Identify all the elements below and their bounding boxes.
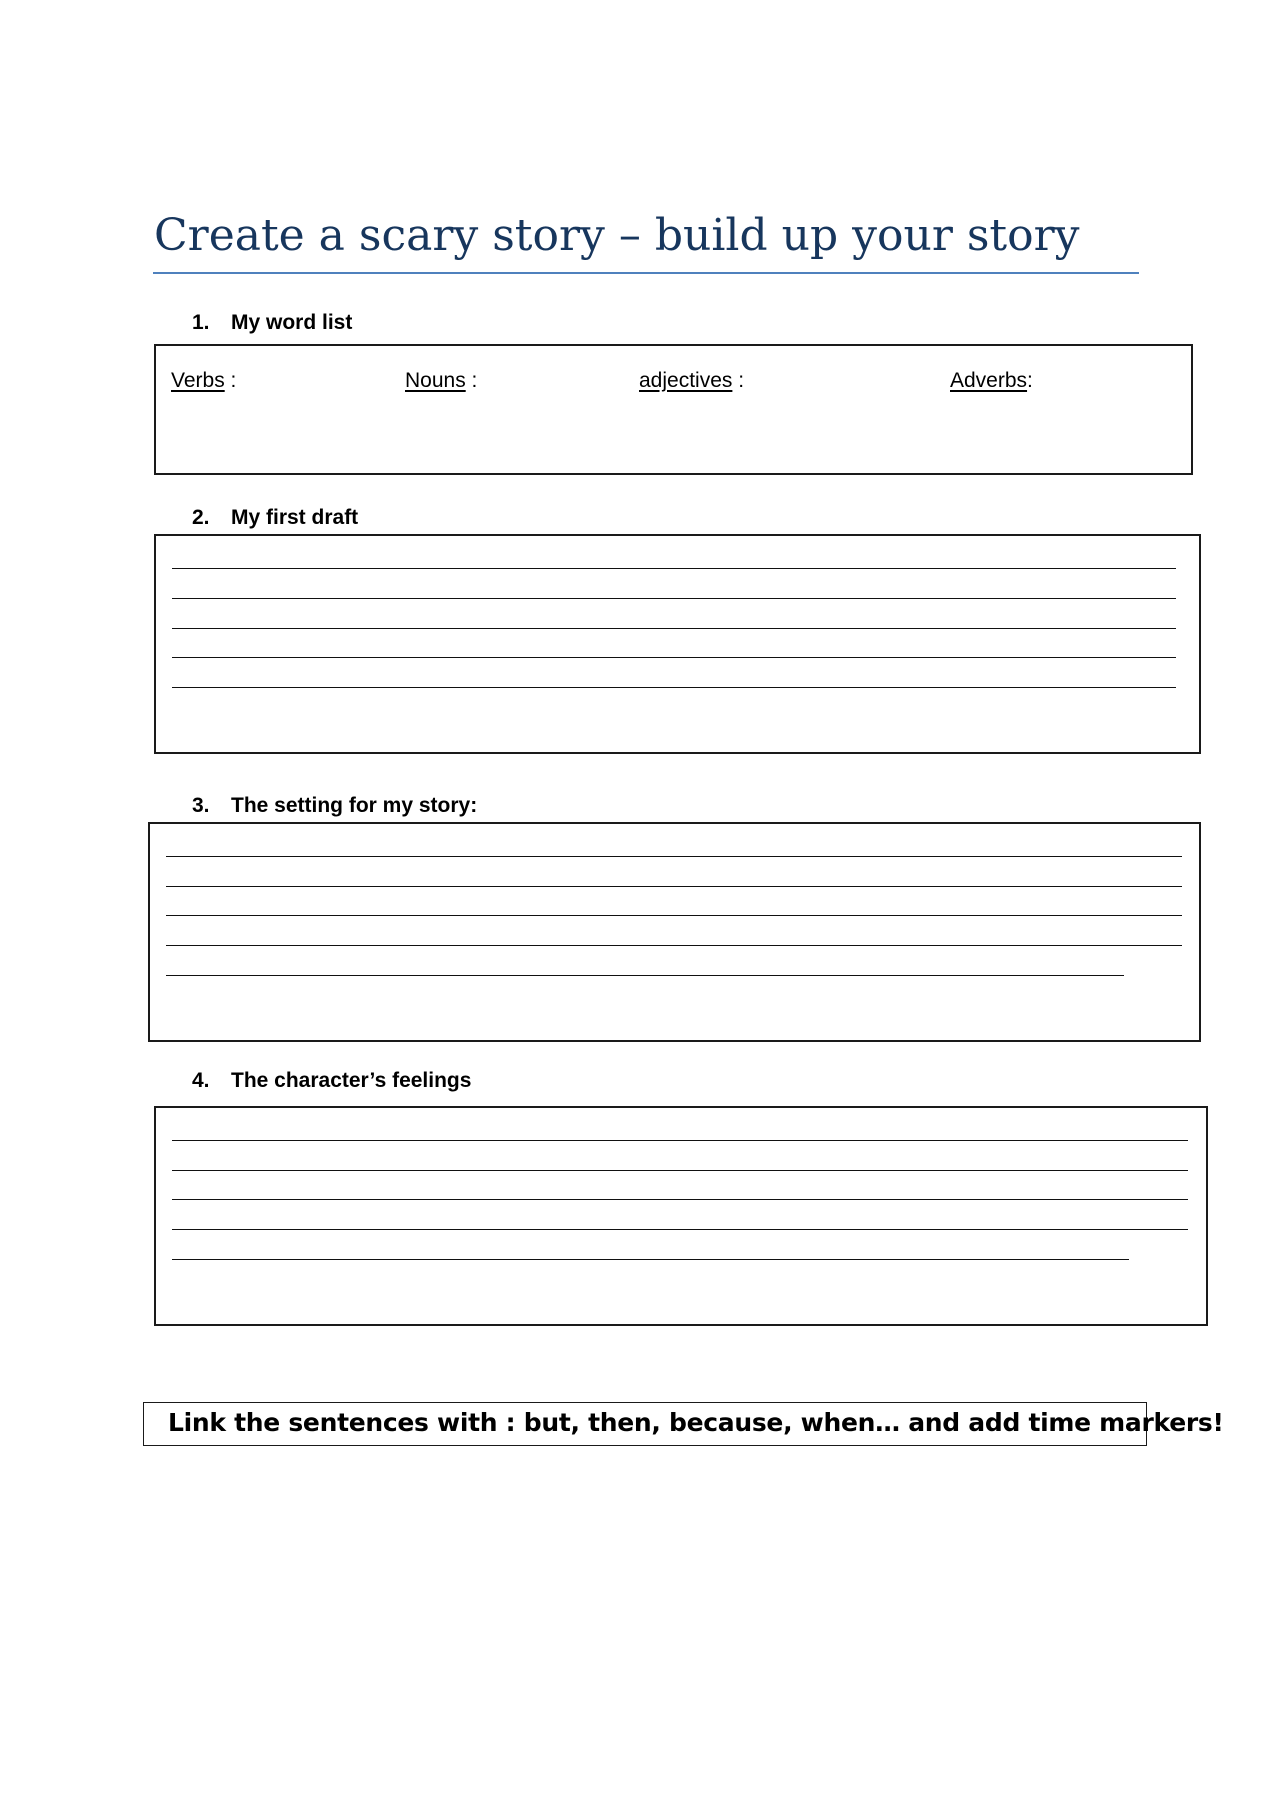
writing-line — [172, 1229, 1188, 1230]
verbs-label: Verbs — [171, 369, 225, 392]
adverbs-column — [950, 368, 1033, 394]
nouns-label: Nouns — [405, 369, 466, 392]
adjectives-separator: : — [732, 369, 745, 392]
verbs-column — [171, 368, 236, 394]
writing-line — [166, 886, 1182, 887]
writing-line — [172, 1170, 1188, 1171]
nouns-separator: : — [465, 369, 478, 392]
section-heading-feelings — [192, 1068, 471, 1094]
writing-line — [172, 568, 1176, 569]
section-heading-first-draft — [192, 505, 358, 531]
section-number: 2. — [192, 506, 210, 529]
writing-line — [172, 687, 1176, 688]
section-title: My word list — [231, 311, 353, 334]
section-heading-setting — [192, 793, 477, 819]
adverbs-label: Adverbs — [950, 369, 1028, 392]
writing-line — [172, 1140, 1188, 1141]
writing-line — [172, 628, 1176, 629]
setting-box[interactable] — [148, 822, 1201, 1042]
section-title: My first draft — [231, 506, 359, 529]
section-number: 1. — [192, 311, 210, 334]
adjectives-column — [639, 368, 744, 394]
writing-line — [166, 975, 1124, 976]
verbs-separator: : — [224, 369, 237, 392]
adverbs-separator: : — [1027, 369, 1033, 392]
writing-line — [166, 945, 1182, 946]
writing-line — [172, 598, 1176, 599]
writing-line — [172, 1199, 1188, 1200]
section-number: 3. — [192, 794, 210, 817]
word-list-box[interactable] — [154, 344, 1193, 475]
writing-line — [172, 657, 1176, 658]
first-draft-box[interactable] — [154, 534, 1201, 754]
character-feelings-box[interactable] — [154, 1106, 1208, 1326]
section-title: The character’s feelings — [231, 1069, 472, 1092]
adjectives-label: adjectives — [639, 369, 733, 392]
page-title: Create a scary story – build up your story — [154, 210, 1080, 261]
section-number: 4. — [192, 1069, 210, 1092]
writing-line — [166, 856, 1182, 857]
section-title: The setting for my story: — [231, 794, 478, 817]
nouns-column — [405, 368, 477, 394]
writing-line — [172, 1259, 1129, 1260]
title-underline-rule — [153, 272, 1139, 274]
writing-line — [166, 915, 1182, 916]
linking-words-tip: Link the sentences with : but, then, because, when… and add time markers! — [143, 1402, 1147, 1446]
section-heading-word-list — [192, 310, 352, 336]
